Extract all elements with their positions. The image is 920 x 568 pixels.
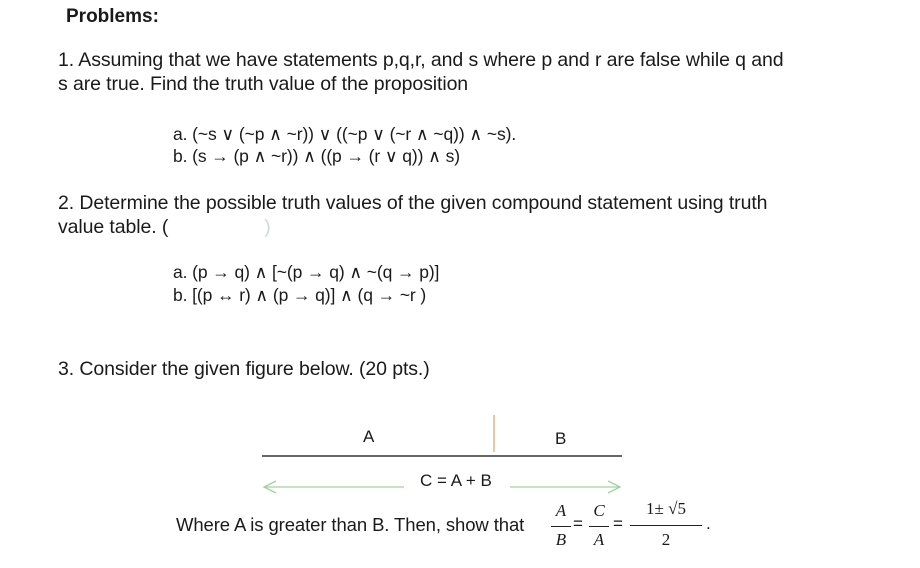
problem-3-conclusion: Where A is greater than B. Then, show that (176, 514, 525, 535)
fraction-a-numerator: A (555, 501, 567, 520)
problem-2-line-1: 2. Determine the possible truth values of the given compound statement using truth (58, 192, 768, 214)
equals-sign-2: = (613, 514, 623, 533)
equation-period: . (706, 514, 711, 533)
equals-sign-1: = (573, 514, 583, 533)
problem-2-item-a: a. (p → q) ∧ [~(p → q) ∧ ~(q → p)] (173, 262, 440, 282)
problem-2-line-2-text: value table. ( (58, 216, 169, 238)
fraction-a-over-b (551, 501, 571, 553)
fraction-c-numerator: C (593, 501, 605, 520)
page-heading: Problems: (66, 6, 159, 27)
fraction-c-denominator: A (593, 530, 605, 549)
fraction-bar (589, 526, 609, 527)
fraction-c-over-a (589, 501, 609, 553)
segment-label-a: A (363, 427, 375, 446)
fraction-golden-ratio (630, 499, 702, 553)
segment-label-c: C = A + B (420, 471, 492, 490)
fraction-a-denominator: B (555, 530, 567, 549)
problem-1-item-a: a. (~s ∨ (~p ∧ ~r)) ∨ ((~p ∨ (~r ∧ ~q)) ∧ ~s). (173, 124, 517, 144)
golden-numerator: 1± √5 (646, 499, 686, 518)
fraction-bar (630, 525, 702, 526)
problem-1-line-2: s are true. Find the truth value of the proposition (58, 73, 469, 95)
problem-1-item-b: b. (s → (p ∧ ~r)) ∧ ((p → (r ∨ q)) ∧ s) (173, 146, 460, 166)
problem-2-line-2-tail: ) (264, 216, 271, 238)
problem-1-line-1: 1. Assuming that we have statements p,q,r, and s where p and r are false while q and (58, 49, 784, 71)
problem-3-line-1: 3. Consider the given figure below. (20 pts.) (58, 358, 430, 380)
golden-denominator: 2 (661, 530, 671, 549)
segment-label-b: B (555, 429, 567, 448)
problem-2-item-b: b. [(p ↔ r) ∧ (p → q)] ∧ (q → ~r ) (173, 285, 427, 305)
fraction-bar (551, 526, 571, 527)
